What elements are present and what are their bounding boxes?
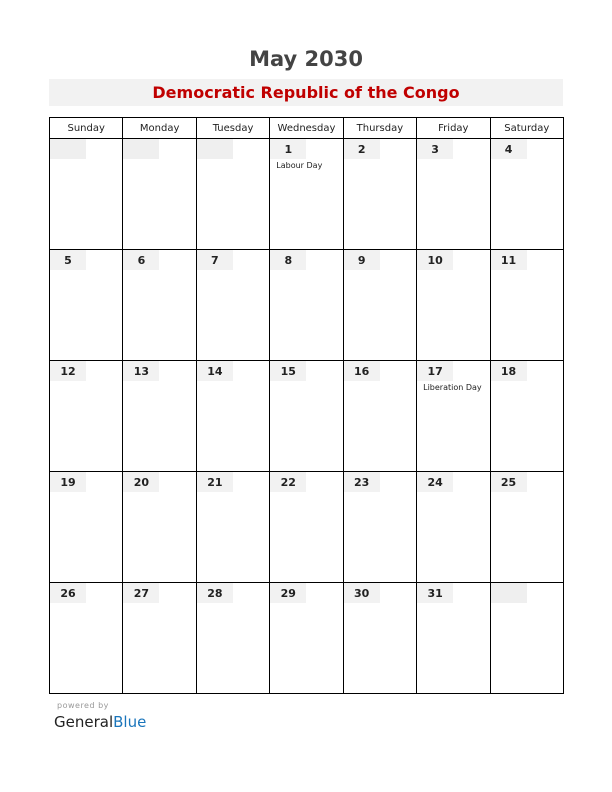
day-cell	[123, 361, 196, 472]
day-number: 10	[417, 250, 453, 270]
day-number: 24	[417, 472, 453, 492]
day-number: 30	[344, 583, 380, 603]
weekday-header: Monday	[123, 118, 196, 139]
day-cell	[270, 250, 343, 361]
week-row	[50, 583, 564, 694]
day-number: 26	[50, 583, 86, 603]
week-row	[50, 472, 564, 583]
day-number: 9	[344, 250, 380, 270]
day-number: 11	[491, 250, 527, 270]
day-cell	[490, 139, 563, 250]
day-cell	[123, 139, 196, 250]
day-number: 19	[50, 472, 86, 492]
day-number: 28	[197, 583, 233, 603]
day-cell	[417, 361, 490, 472]
weekday-header-row	[50, 118, 564, 139]
empty-day-marker	[491, 583, 527, 603]
week-row	[50, 250, 564, 361]
day-cell	[50, 250, 123, 361]
day-cell	[196, 472, 269, 583]
day-cell	[417, 583, 490, 694]
day-cell	[196, 361, 269, 472]
day-cell	[196, 583, 269, 694]
empty-day-marker	[123, 139, 159, 159]
weekday-header: Wednesday	[270, 118, 343, 139]
day-number: 7	[197, 250, 233, 270]
weekday-header: Sunday	[50, 118, 123, 139]
day-cell	[490, 472, 563, 583]
day-cell	[270, 139, 343, 250]
weekday-header: Tuesday	[196, 118, 269, 139]
week-row	[50, 139, 564, 250]
day-cell	[490, 583, 563, 694]
day-number: 3	[417, 139, 453, 159]
day-cell	[50, 139, 123, 250]
day-cell	[343, 472, 416, 583]
day-number: 29	[270, 583, 306, 603]
day-number: 14	[197, 361, 233, 381]
brand-logo	[54, 713, 146, 731]
day-number: 17	[417, 361, 453, 381]
day-cell	[50, 361, 123, 472]
day-cell	[343, 250, 416, 361]
day-cell	[50, 583, 123, 694]
day-cell	[123, 472, 196, 583]
brand-name-general: General	[54, 713, 114, 731]
day-number: 16	[344, 361, 380, 381]
day-number: 8	[270, 250, 306, 270]
empty-day-marker	[50, 139, 86, 159]
day-cell	[343, 583, 416, 694]
day-number: 15	[270, 361, 306, 381]
holiday-label: Liberation Day	[423, 383, 482, 392]
calendar-grid	[49, 117, 564, 694]
day-cell	[50, 472, 123, 583]
day-number: 22	[270, 472, 306, 492]
day-cell	[490, 250, 563, 361]
weekday-header: Friday	[417, 118, 490, 139]
day-number: 1	[270, 139, 306, 159]
day-cell	[417, 139, 490, 250]
country-name: Democratic Republic of the Congo	[49, 79, 563, 106]
day-number: 18	[491, 361, 527, 381]
powered-by-label: powered by	[57, 701, 109, 710]
day-cell	[270, 472, 343, 583]
day-cell	[270, 583, 343, 694]
day-number: 23	[344, 472, 380, 492]
day-cell	[490, 361, 563, 472]
day-number: 4	[491, 139, 527, 159]
day-number: 2	[344, 139, 380, 159]
weekday-header: Thursday	[343, 118, 416, 139]
day-number: 21	[197, 472, 233, 492]
day-cell	[123, 250, 196, 361]
empty-day-marker	[197, 139, 233, 159]
day-cell	[196, 139, 269, 250]
day-cell	[343, 139, 416, 250]
day-cell	[343, 361, 416, 472]
day-number: 6	[123, 250, 159, 270]
day-cell	[417, 250, 490, 361]
weekday-header: Saturday	[490, 118, 563, 139]
holiday-label: Labour Day	[276, 161, 323, 170]
day-cell	[270, 361, 343, 472]
day-cell	[123, 583, 196, 694]
day-cell	[417, 472, 490, 583]
brand-name-blue: Blue	[113, 713, 147, 731]
week-row	[50, 361, 564, 472]
day-cell	[196, 250, 269, 361]
day-number: 12	[50, 361, 86, 381]
page-title: May 2030	[249, 47, 363, 71]
day-number: 13	[123, 361, 159, 381]
day-number: 5	[50, 250, 86, 270]
day-number: 27	[123, 583, 159, 603]
day-number: 20	[123, 472, 159, 492]
day-number: 31	[417, 583, 453, 603]
day-number: 25	[491, 472, 527, 492]
